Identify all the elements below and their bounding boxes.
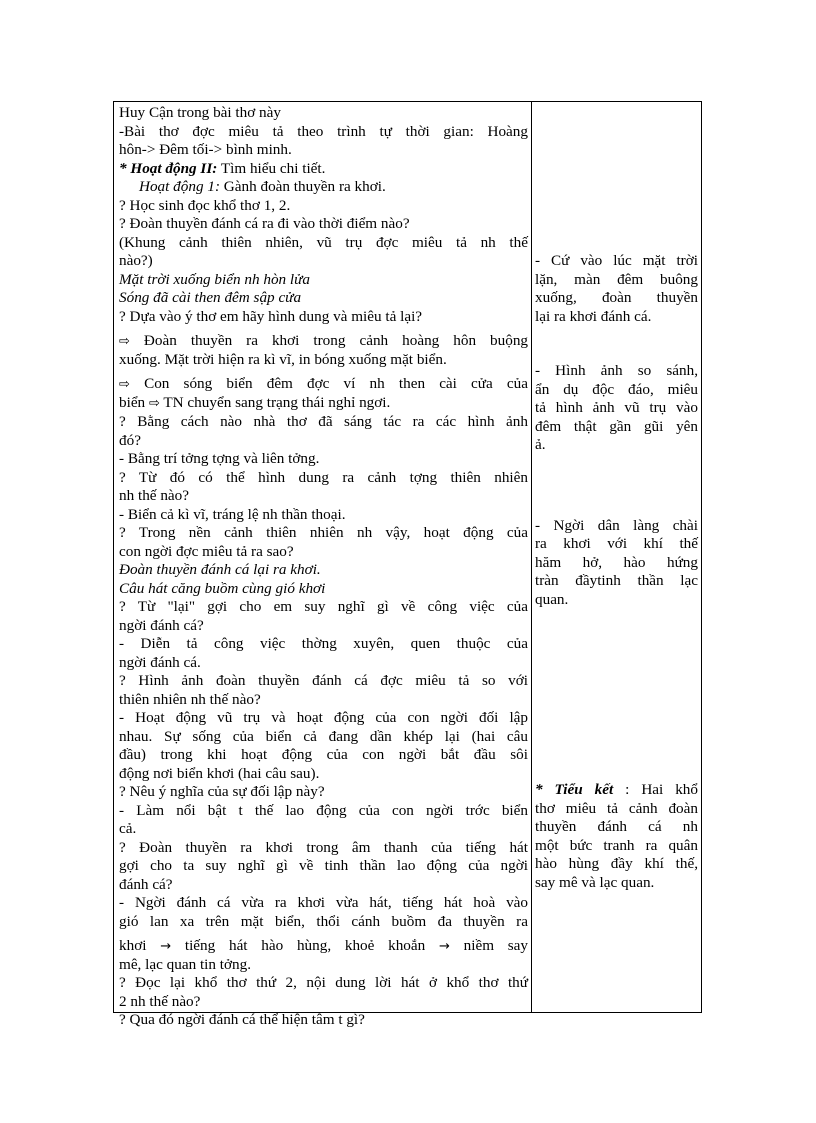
text-line	[119, 375, 528, 394]
text-line: cả.	[119, 820, 137, 837]
note-time-setting	[535, 252, 698, 326]
text-line: đánh cá?	[119, 875, 173, 893]
poem-line: Đoàn thuyền đánh cá lại ra khơi.	[119, 561, 321, 578]
summary-heading	[535, 781, 698, 800]
text-line: ngời đánh cá.	[119, 653, 201, 671]
double-arrow-icon: ⇨	[119, 334, 130, 349]
note-imagery	[535, 362, 698, 455]
text-line: - Làm nổi bật t thế lao động của con ngời trớc biển	[119, 801, 528, 819]
text-line: gợi cho ta suy nghĩ gì về tinh thần lao động của ngời	[119, 857, 528, 874]
text-line: gió lan xa trên mặt biển, thổi cánh buồm đa thuyền ra	[119, 912, 528, 930]
text-line: ? Dựa vào ý thơ em hãy hình dung và miêu tả lại?	[119, 307, 423, 325]
section-heading	[119, 160, 528, 179]
text-span: khơi	[119, 937, 147, 954]
poem-line: Sóng đã cài then đêm sập cửa	[119, 289, 302, 306]
note-line: ra khơi với khí thế	[535, 535, 698, 552]
text-line: -Bài thơ đợc miêu tả theo trình tự thời gian: Hoàng	[119, 122, 528, 140]
note-line: quan.	[535, 590, 569, 608]
note-fishermen	[535, 517, 698, 610]
text-line: ? Qua đó ngời đánh cá thể hiện tâm t gì?	[119, 1011, 365, 1028]
text-span: tiếng hát hào hùng, khoẻ khoắn	[184, 937, 426, 954]
note-line: đêm thật gần gũi yên	[535, 417, 698, 435]
poem-line: Câu hát căng buồm cùng gió khơi	[119, 579, 326, 597]
text-line: ? Trong nền cảnh thiên nhiên nh vậy, hoạt động của	[119, 524, 528, 541]
note-line: lặn, màn đêm buông	[535, 270, 698, 288]
lesson-table	[113, 101, 702, 1028]
note-line: tràn đầytinh thần lạc	[535, 572, 698, 589]
text-line	[119, 332, 528, 351]
text-line: (Khung cảnh thiên nhiên, vũ trụ đợc miêu tả nh thế	[119, 233, 528, 251]
teacher-student-activities-column	[114, 102, 532, 1028]
note-line: - Ngời dân làng chài	[535, 516, 698, 534]
note-line: - Cứ vào lúc mặt trời	[535, 252, 698, 269]
text-line: con ngời đợc miêu tả ra sao?	[119, 542, 294, 560]
text-line: ? Bằng cách nào nhà thơ đã sáng tác ra các hình ảnh	[119, 413, 528, 430]
note-line: ẩn dụ độc đáo, miêu	[535, 380, 698, 398]
content-notes-column	[532, 102, 701, 1012]
text-line: 2 nh thế nào?	[119, 992, 201, 1010]
section-heading-label: * Hoạt động II:	[119, 159, 218, 177]
text-span: TN chuyển sang trạng thái nghỉ ngơi.	[163, 393, 391, 411]
text-line: ? Nêu ý nghĩa của sự đối lập này?	[119, 783, 325, 800]
text-span: Đoàn thuyền ra khơi trong cảnh hoàng hôn buộng	[143, 332, 529, 349]
note-line: thơ miêu tả cảnh đoàn	[535, 799, 698, 817]
note-line: hào hùng đầy khí thế,	[535, 855, 698, 872]
text-line: ? Đoàn thuyền ra khơi trong âm thanh của tiếng hát	[119, 838, 528, 856]
note-line: thuyền đánh cá nh	[535, 818, 698, 835]
right-arrow-icon: →	[439, 939, 450, 954]
note-line: xuống, đoàn thuyền	[535, 289, 698, 306]
note-line: tả hình ảnh vũ trụ vào	[535, 399, 698, 416]
activity-label: Hoạt động 1:	[139, 178, 220, 195]
double-arrow-icon: ⇨	[148, 395, 160, 411]
text-line: ngời đánh cá?	[119, 616, 204, 634]
text-line: mê, lạc quan tin tởng.	[119, 955, 252, 973]
text-line: - Biển cả kì vĩ, tráng lệ nh thần thoại.	[119, 505, 346, 523]
text-line: xuống. Mặt trời hiện ra kì vĩ, in bóng xuống mặt biển.	[119, 350, 447, 368]
text-line: ? Học sinh đọc khổ thơ 1, 2.	[119, 196, 291, 214]
note-line: lại ra khơi đánh cá.	[535, 307, 652, 325]
note-line: - Hình ảnh so sánh,	[535, 362, 698, 379]
text-line: ? Từ đó có thể hình dung ra cảnh tợng thiên nhiên	[119, 468, 528, 486]
text-span: niềm say	[463, 937, 529, 954]
note-line: say mê và lạc quan.	[535, 873, 655, 891]
text-line: - Diễn tả công việc thờng xuyên, quen thuộc của	[119, 635, 528, 652]
text-line: Huy Cận trong bài thơ này	[119, 104, 281, 121]
note-line: ả.	[535, 436, 546, 453]
activity-text: Gành đoàn thuyền ra khơi.	[220, 178, 386, 195]
poem-line: Mặt trời xuống biển nh hòn lửa	[119, 270, 311, 288]
summary-label: * Tiểu kết	[535, 781, 614, 798]
text-line	[119, 937, 528, 956]
text-line: động nơi biển khơi (hai câu sau).	[119, 764, 320, 782]
double-arrow-icon: ⇨	[119, 377, 130, 392]
text-line: thiên nhiên nh thế nào?	[119, 690, 261, 708]
text-line: ? Hình ảnh đoàn thuyền đánh cá đợc miêu tả so với	[119, 672, 528, 689]
text-line: - Ngời đánh cá vừa ra khơi vừa hát, tiếng hát hoà vào	[119, 894, 528, 911]
text-span: Con sóng biển đêm đợc ví nh then cài cửa của	[144, 375, 529, 392]
section-heading-text: Tìm hiểu chi tiết.	[217, 159, 326, 177]
text-line: đó?	[119, 431, 141, 449]
note-summary	[535, 781, 698, 892]
text-line: - Hoạt động vũ trụ và hoạt động của con ngời đối lập	[119, 709, 528, 726]
text-line: - Bằng trí tởng tợng và liên tởng.	[119, 450, 320, 467]
right-arrow-icon: →	[160, 939, 172, 954]
summary-text: : Hai khổ	[613, 781, 698, 798]
activity-heading	[119, 178, 528, 197]
text-line: ? Đọc lại khổ thơ thứ 2, nội dung lời hát ở khổ thơ thứ	[119, 974, 528, 991]
text-line: nhau. Sự sống của biển cả đang dần khép lại (hai câu	[119, 727, 528, 745]
text-line: ? Từ "lại" gợi cho em suy nghĩ gì về công việc của	[119, 598, 528, 615]
note-line: một bức tranh ra quân	[535, 836, 698, 854]
text-line: hôn-> Đêm tối-> bình minh.	[119, 141, 292, 158]
text-line: nh thế nào?	[119, 487, 190, 504]
text-line	[119, 394, 528, 414]
text-line: nào?)	[119, 252, 153, 269]
text-line: đầu) trong khi hoạt động của con ngời bắt đầu sôi	[119, 746, 528, 763]
note-line: hăm hở, hào hứng	[535, 553, 698, 571]
text-span: biển	[119, 393, 146, 411]
text-line: ? Đoàn thuyền đánh cá ra đi vào thời điểm nào?	[119, 215, 410, 232]
